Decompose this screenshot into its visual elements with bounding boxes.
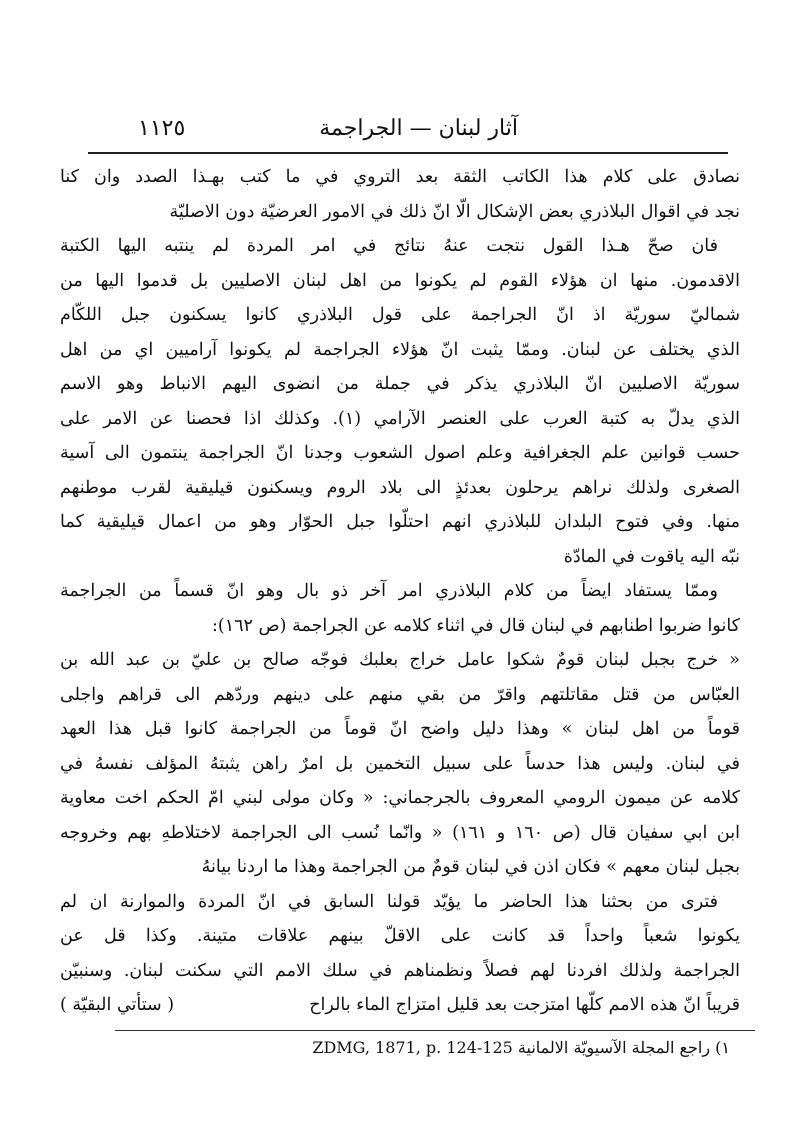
footnote — [260, 1038, 730, 1057]
text-line: بجبل لبنان معهم » فكان اذن في لبنان قومٌ من الجراجمة وهذا ما اردنا بيانهُ — [201, 857, 740, 877]
running-title: آثار لبنان — الجراجمة — [319, 116, 518, 141]
text-line: ابن ابي سفيان قال (ص ١٦٠ و ١٦١) « وانّما نُسب الى الجراجمة لاختلاطهِ بهم وخروجه — [60, 822, 740, 843]
text-line: يكونوا شعباً واحداً قد كانت على الاقلّ بينهم علاقات متينة. وكذا قل عن — [60, 926, 740, 946]
text-line: « خرج بجبل لبنان قومٌ شكوا عامل خراج بعلبك فوجّه صالح بن عليّ بن عبد الله بن — [60, 650, 740, 670]
text-line: كلامه عن ميمون الرومي المعروف بالجرجماني: « وكان مولى لبني امّ الحكم اخت معاوية — [60, 788, 740, 808]
text-line: نبّه اليه ياقوت في المادّة — [563, 546, 740, 567]
text-line: الصغرى ولذلك نراهم يرحلون بعدئذٍ الى بلاد الروم ويسكنون قيليقية لقرب موطنهم — [60, 477, 740, 498]
text-line: منها. وفي فتوح البلدان للبلاذري انهم احتلّوا جبل الحوّار وهو من اعمال قيليقية كما — [60, 512, 740, 532]
text-line: قوماً من اهل لبنان » وهذا دليل واضح انّ قوماً من الجراجمة كانوا قبل هذا العهد — [60, 719, 740, 739]
continued-label: ( ستأتي البقيّة ) — [60, 995, 175, 1015]
page-header — [88, 112, 728, 152]
footnote-reference: ZDMG, 1871, p. 124-125 — [312, 1038, 513, 1057]
text-line: فترى من بحثنا هذا الحاضر ما يؤيّد قولنا السابق في انّ المردة والموارنة ان لم — [60, 891, 718, 912]
text-line: الجراجمة ولذلك افردنا لهم فصلاً ونظمناهم في سلك الامم التي سكنت لبنان. وسنبيّن — [60, 960, 740, 981]
text-line: فان صحّ هـذا القول نتجت عنهُ نتائج في امر المردة لم ينتبه اليها الكتبة — [60, 236, 718, 256]
text-line: سوريّة الاصليين انّ البلاذري يذكر في جملة من انضوى اليهم الانباط وهو الاسم — [60, 374, 740, 394]
text-line: الذي يدلّ به كتبة العرب على العنصر الآرامي (١). وكذلك اذا فحصنا عن الامر على — [60, 408, 740, 429]
footnote-marker: ١) — [715, 1038, 730, 1057]
header-rule — [88, 152, 728, 154]
text-line: شماليّ سوريّة اذ انّ الجراجمة على قول البلاذري كانوا يسكنون جبل اللكّام — [60, 305, 740, 325]
footnote-text: راجع المجلة الآسيويّة الالمانية — [517, 1038, 711, 1057]
text-line: كانوا ضربوا اطنابهم في لبنان قال في اثناء كلامه عن الجراجمة (ص ١٦٢): — [212, 615, 740, 636]
text-line: نصادق على كلام هذا الكاتب الثقة بعد التروي في ما كتب بهـذا الصدد وان كنا — [60, 167, 740, 187]
text-line: الاقدمون. منها ان هؤلاء القوم لم يكونوا من اهل لبنان الاصليين بل قدموا اليها من — [60, 270, 740, 291]
text-line: قريباً انّ هذه الامم كلّها امتزجت بعد قليل امتزاج الماء بالراح ( ستأتي البقيّة ) — [60, 988, 740, 1023]
footnote-rule — [115, 1030, 755, 1031]
text-line: وممّا يستفاد ايضاً من كلام البلاذري امر آخر ذو بال وهو انّ قسماً من الجراجمة — [60, 581, 718, 601]
text-line: نجد في اقوال البلاذري بعض الإشكال الّا انّ ذلك في الامور العرضيّة دون الاصليّة — [169, 201, 740, 222]
body-text — [60, 160, 740, 1023]
text-line: الذي يختلف عن لبنان. وممّا يثبت انّ هؤلاء الجراجمة لم يكونوا آراميين اي من اهل — [60, 339, 740, 360]
text-line: في لبنان. وليس هذا حدساً على سبيل التخمين بل امرٌ راهن يثبتهُ المؤلف نفسهُ في — [60, 753, 740, 774]
page-number: ١١٢٥ — [138, 116, 186, 141]
text-line: العبّاس من قتل مقاتلتهم واقرّ من بقي منهم على دينهم وردّهم الى قراهم واجلى — [60, 684, 740, 705]
text-line: حسب قوانين علم الجغرافية وعلم اصول الشعوب وجدنا انّ الجراجمة ينتمون الى آسية — [60, 443, 740, 463]
